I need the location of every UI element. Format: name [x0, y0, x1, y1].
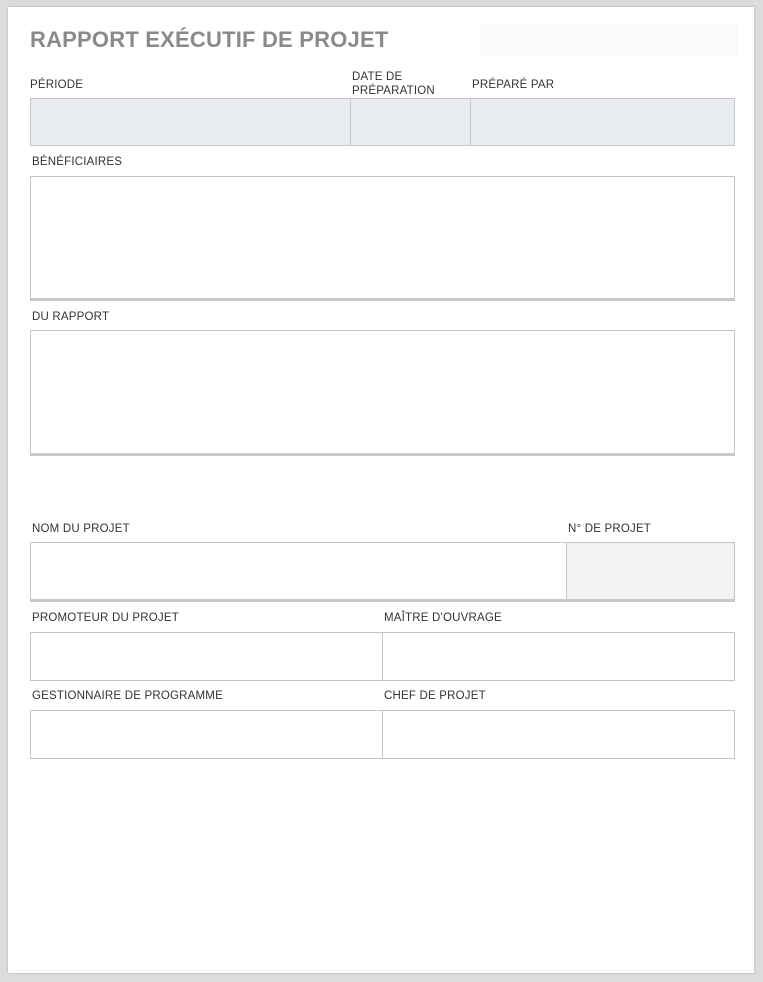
promoteur-field[interactable] [30, 632, 383, 681]
numero-projet-field[interactable] [566, 542, 735, 602]
prepare-par-field[interactable] [470, 98, 735, 146]
periode-field[interactable] [30, 98, 351, 146]
date-preparation-label-line2: PRÉPARATION [352, 85, 435, 97]
beneficiaires-label: BÉNÉFICIAIRES [32, 156, 123, 168]
logo-placeholder [480, 23, 738, 57]
du-rapport-label: DU RAPPORT [32, 311, 110, 323]
date-preparation-label [352, 70, 435, 98]
maitre-ouvrage-field[interactable] [382, 632, 735, 681]
periode-label: PÉRIODE [30, 79, 84, 91]
numero-projet-label: N° DE PROJET [568, 523, 652, 535]
date-preparation-field[interactable] [350, 98, 471, 146]
maitre-ouvrage-label: MAÎTRE D'OUVRAGE [384, 612, 502, 624]
gestionnaire-field[interactable] [30, 710, 383, 759]
nom-du-projet-field[interactable] [30, 542, 567, 602]
beneficiaires-field[interactable] [30, 176, 735, 301]
prepare-par-label: PRÉPARÉ PAR [472, 79, 555, 91]
chef-projet-field[interactable] [382, 710, 735, 759]
nom-du-projet-label: NOM DU PROJET [32, 523, 130, 535]
document-title: RAPPORT EXÉCUTIF DE PROJET [30, 27, 389, 52]
document-page [8, 7, 754, 973]
promoteur-label: PROMOTEUR DU PROJET [32, 612, 179, 624]
date-preparation-label-line1: DATE DE [352, 71, 403, 83]
chef-projet-label: CHEF DE PROJET [384, 690, 486, 702]
gestionnaire-label: GESTIONNAIRE DE PROGRAMME [32, 690, 223, 702]
du-rapport-field[interactable] [30, 330, 735, 456]
